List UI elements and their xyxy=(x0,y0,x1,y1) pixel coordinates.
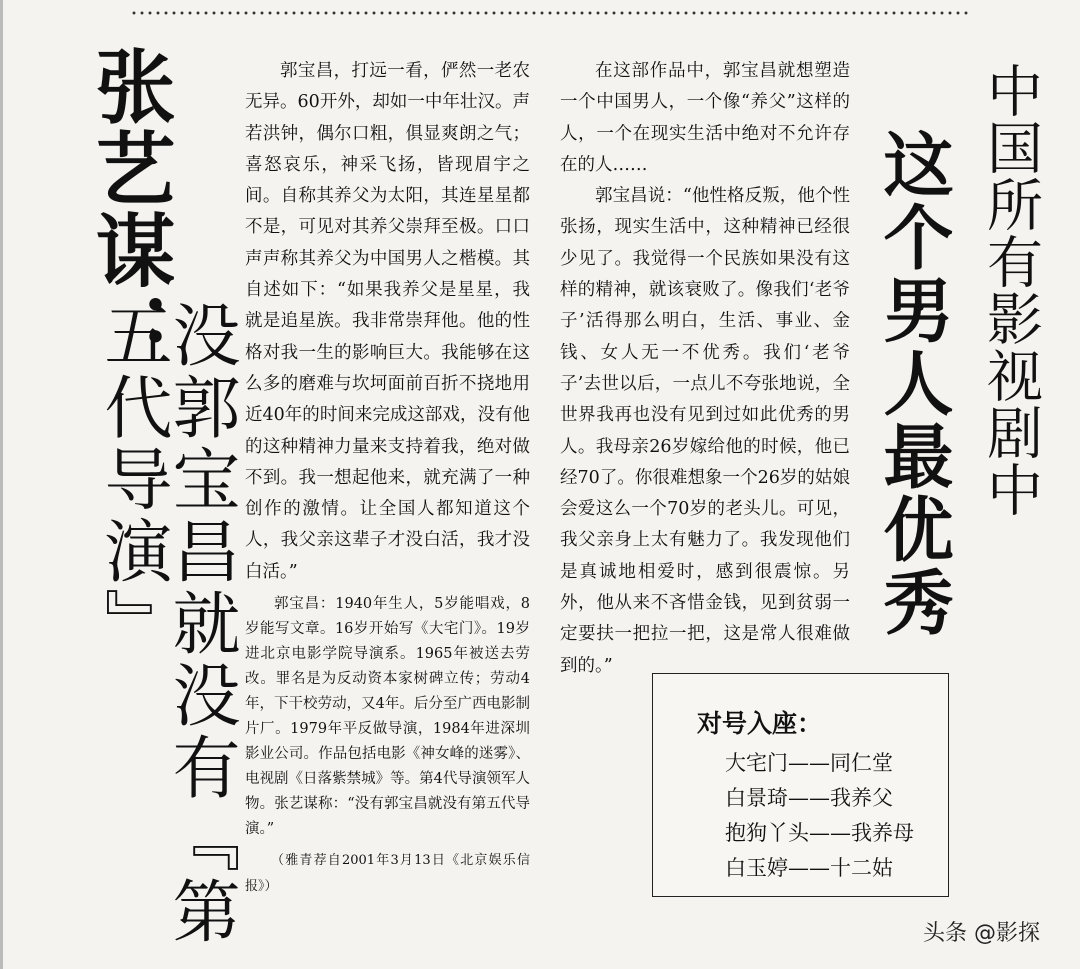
dotted-top-rule xyxy=(130,10,970,16)
list-item: 抱狗丫头——我养母 xyxy=(725,821,914,845)
list-item: 白景琦——我养父 xyxy=(725,786,893,810)
headline-left-main: 张艺谋： xyxy=(82,45,175,373)
article-column-middle xyxy=(245,56,530,900)
list-item: 大宅门——同仁堂 xyxy=(725,751,893,775)
bio-paragraph: 郭宝昌：1940年生人，5岁能唱戏，8岁能写文章。16岁开始写《大宅门》。19岁进北京电影学院导演系。1965年被送去劳改。罪名是为反动资本家树碑立传；劳动4年，下干校劳动，又4年。后分至广西电影制片厂。1979年平反做导演，1984年进深圳影业公司。作品包括电影《神女峰的迷雾》、电视剧《日落紫禁城》等。第4代导演领军人物。张艺谋称：“没有郭宝昌就没有第五代导演。” xyxy=(245,596,530,838)
article-paragraph: 郭宝昌说：“他性格反叛，他个性张扬，现实生活中，这种精神已经很少见了。我觉得一个民族如果没有这样的精神，就该衰败了。像我们‘老爷子’活得那么明白，生活、事业、金钱、女人无一不优秀。我们‘老爷子’去世以后，一点儿不夸张地说，全世界我再也没有见到过如此优秀的男人。我母亲26岁嫁给他的时候，他已经70了。你很难想象一个26岁的姑娘会爱这么一个70岁的老头儿。可见，我父亲身上太有魅力了。我发现他们是真诚地相爱时，感到很震惊。另外，他从来不吝惜金钱，见到贫弱一定要扶一把拉一把，这是常人很难做到的。” xyxy=(560,186,850,676)
article-paragraph: 在这部作品中，郭宝昌就想塑造一个中国男人，一个像“养父”这样的人，一个在现实生活中绝对不允许存在的人…… xyxy=(560,61,850,175)
page-edge xyxy=(0,0,3,969)
article-column-right xyxy=(560,56,850,717)
mapping-box xyxy=(652,673,949,897)
watermark: 头条 @影探 xyxy=(923,921,1040,946)
headline-left-sub: 没郭宝昌就没有『第五代导演』 xyxy=(93,300,240,948)
box-title: 对号入座： xyxy=(697,709,823,738)
mapping-list xyxy=(725,746,914,886)
article-paragraph: 郭宝昌，打远一看，俨然一老农无异。60开外，却如一中年壮汉。声若洪钟，偶尔口粗，俱显爽朗之气；喜怒哀乐，神采飞扬，皆现眉宇之间。自称其养父为太阳，其连星星都不是，可见对其养父崇拜至极。口口声声称其养父为中国男人之楷模。其自述如下：“如果我养父是星星，我就是追星族。我非常崇拜他。他的性格对我一生的影响巨大。我能够在这么多的磨难与坎坷面前百折不挠地用近40年的时间来完成这部戏，没有他的这种精神力量来支持着我，绝对做不到。我一想起他来，就充满了一种创作的激情。让全国人都知道这个人，我父亲这辈子才没白活，我才没白活。” xyxy=(245,61,530,582)
source-note: （雅青荐自2001年3月13日《北京娱乐信报》） xyxy=(245,853,530,895)
headline-right-top: 中国所有影视剧中 xyxy=(978,62,1043,518)
headline-right-main: 这个男人最优秀 xyxy=(872,128,954,639)
list-item: 白玉婷——十二姑 xyxy=(725,856,893,880)
